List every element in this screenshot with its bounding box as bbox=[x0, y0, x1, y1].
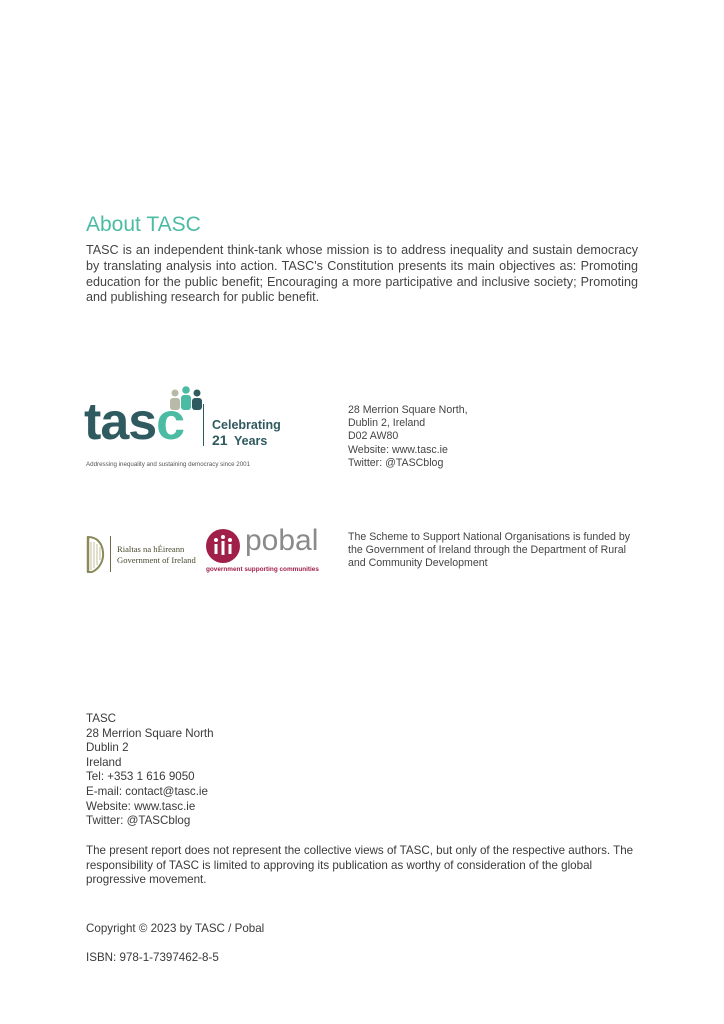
address-website[interactable]: Website: www.tasc.ie bbox=[86, 799, 196, 813]
copyright: Copyright © 2023 by TASC / Pobal bbox=[86, 922, 265, 935]
about-body: TASC is an independent think-tank whose mission is to address inequality and sustain democracy by translating analysis into action. TASC's Constitution presents its main objectives as: Promoting education for the public benefit; Encouraging a more participative and inclusive society; Promoting and publishing research for public benefit. bbox=[86, 243, 638, 305]
tasc-tagline: Addressing inequality and sustaining democracy since 2001 bbox=[86, 461, 251, 468]
harp-icon bbox=[84, 534, 106, 574]
address-line: TASC bbox=[86, 712, 117, 725]
contact-website[interactable]: Website: www.tasc.ie bbox=[348, 443, 448, 456]
scheme-funding-text: The Scheme to Support National Organisations is funded by the Government of Ireland through the Department of Rural and Community Development bbox=[348, 531, 631, 570]
gov-irish-name: Rialtas na hÉireann bbox=[117, 544, 185, 554]
contact-line: D02 AW80 bbox=[348, 430, 399, 443]
logo-divider bbox=[203, 404, 204, 446]
contact-block bbox=[348, 404, 468, 470]
years-label: Years bbox=[234, 434, 268, 448]
years-number: 21 bbox=[212, 432, 228, 448]
tasc-logo bbox=[84, 386, 294, 476]
disclaimer: The present report does not represent the collective views of TASC, but only of the respective authors. The responsibility of TASC is limited to approving its publication as worthy of consideration of the global progressive movement. bbox=[86, 844, 634, 887]
pobal-logo bbox=[205, 524, 325, 578]
contact-line: 28 Merrion Square North, bbox=[348, 404, 468, 416]
celebrating-label: Celebrating bbox=[212, 418, 281, 432]
pobal-wordmark: pobal bbox=[245, 524, 319, 557]
contact-twitter[interactable]: Twitter: @TASCblog bbox=[348, 456, 444, 469]
address-twitter[interactable]: Twitter: @TASCblog bbox=[86, 814, 191, 828]
gov-divider bbox=[110, 536, 111, 572]
tasc-wordmark bbox=[84, 394, 184, 450]
address-block bbox=[86, 712, 214, 829]
gov-english-name: Government of Ireland bbox=[117, 555, 196, 565]
pobal-tagline: government supporting communities bbox=[206, 566, 319, 573]
about-title: About TASC bbox=[86, 213, 201, 236]
address-phone: Tel: +353 1 616 9050 bbox=[86, 770, 195, 784]
address-line: Dublin 2 bbox=[86, 741, 129, 755]
isbn: ISBN: 978-1-7397462-8-5 bbox=[86, 951, 219, 964]
government-of-ireland-logo bbox=[84, 532, 194, 578]
contact-line: Dublin 2, Ireland bbox=[348, 417, 426, 430]
address-line: Ireland bbox=[86, 755, 122, 769]
address-email[interactable]: E-mail: contact@tasc.ie bbox=[86, 784, 208, 798]
pobal-mark-icon bbox=[205, 528, 241, 564]
tasc-wordmark-light: c bbox=[156, 393, 185, 451]
tasc-wordmark-dark: tas bbox=[84, 393, 157, 451]
address-line: 28 Merrion Square North bbox=[86, 726, 214, 740]
